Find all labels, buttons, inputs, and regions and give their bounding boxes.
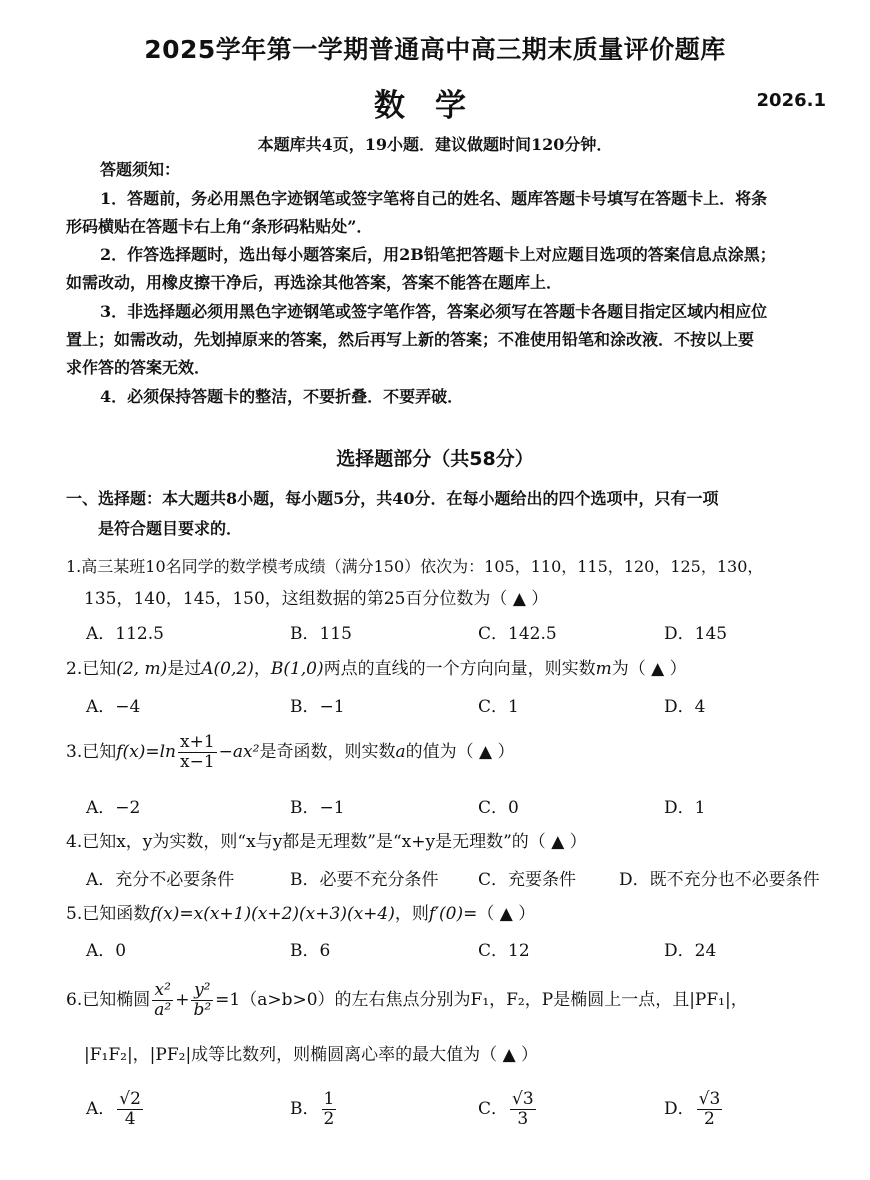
q5-option-d[interactable]: D．24 [664,941,717,961]
q1-option-a[interactable]: A．112.5 [86,624,164,644]
notice-line: 形码横贴在答题卡右上角“条形码粘贴处”． [66,217,373,236]
q6-option-c[interactable]: C． $\frac{√3}{3}$ [478,1089,534,1129]
notice-line: 1．答题前，务必用黑色字迹钢笔或签字笔将自己的姓名、题库答题卡号填写在答题卡上．将条 [100,189,768,208]
q1-option-d[interactable]: D．145 [664,624,728,644]
question-5: 5.已知函数f(x)=x(x+1)(x+2)(x+3)(x+4)，则f′(0)=（ ▲ ） [66,904,536,924]
section-title: 选择题部分（共58分） [336,448,534,470]
q6-fraction-y: $\frac{\text{y²}}{\text{b²}}$ [193,980,212,1020]
q5-option-c[interactable]: C．12 [478,941,530,961]
q6-option-b-fraction: $\frac{1}{2}$ [323,1089,335,1129]
q4-option-d[interactable]: D．既不充分也不必要条件 [619,870,820,890]
question-1: 1.高三某班10名同学的数学模考成绩（满分150）依次为：105，110，115，120，125，130， [66,557,764,576]
q6-option-d-fraction: $\frac{√3}{2}$ [698,1089,721,1129]
question-1-cont: 135，140，145，150，这组数据的第25百分位数为（ ▲ ） [84,589,549,609]
question-4: 4.已知x，y为实数，则“x与y都是无理数”是“x+y是无理数”的（ ▲ ） [66,832,587,852]
q2-option-c[interactable]: C．1 [478,697,519,717]
q3-option-c[interactable]: C．0 [478,798,519,818]
notice-line: 如需改动，用橡皮擦干净后，再选涂其他答案，答案不能答在题库上． [66,273,563,292]
subject-title: 数学 [374,88,496,124]
q3-option-d[interactable]: D．1 [664,798,706,818]
q4-option-c[interactable]: C．充要条件 [478,870,577,890]
q3-option-b[interactable]: B．−1 [290,798,345,818]
q6-option-a-fraction: $\frac{√2}{4}$ [119,1089,141,1129]
q2-option-b[interactable]: B．−1 [290,697,345,717]
notice-line: 3．非选择题必须用黑色字迹钢笔或签字笔作答，答案必须写在答题卡各题目指定区域内相应位 [100,302,768,321]
q4-option-a[interactable]: A．充分不必要条件 [86,870,235,890]
q1-option-b[interactable]: B．115 [290,624,352,644]
q3-option-a[interactable]: A．−2 [86,798,141,818]
notice-line: 2．作答选择题时，选出每小题答案后，用2B铅笔把答题卡上对应题目选项的答案信息点涂黑； [100,245,776,264]
question-6-cont: |F₁F₂|，|PF₂|成等比数列，则椭圆离心率的最大值为（ ▲ ） [84,1045,539,1065]
q2-option-a[interactable]: A．−4 [86,697,141,717]
q4-option-b[interactable]: B．必要不充分条件 [290,870,439,890]
question-2: 2.已知(2, m)是过A(0,2)，B(1,0)两点的直线的一个方向向量，则实数m为（ ▲ ） [66,659,687,679]
q2-option-d[interactable]: D．4 [664,697,706,717]
notice-line: 求作答的答案无效． [66,358,211,377]
q1-option-c[interactable]: C．142.5 [478,624,557,644]
notice-line: 4．必须保持答题卡的整洁，不要折叠．不要弄破． [100,387,464,406]
question-3: 3.已知f(x)=ln $\frac{x+1}{x-1}$ −ax²是奇函数，则实数a的值为（ ▲ ） [66,732,515,772]
exam-date: 2026.1 [756,90,826,111]
q6-option-a[interactable]: A． $\frac{√2}{4}$ [86,1089,141,1129]
notice-heading: 答题须知： [100,160,181,179]
q6-fraction-x: $\frac{\text{x²}}{\text{a²}}$ [154,980,172,1020]
exam-info: 本题库共4页，19小题．建议做题时间120分钟． [257,135,613,154]
q3-fraction: $\frac{x+1}{x-1}$ [180,732,215,772]
question-6: 6.已知椭圆 $\frac{\text{x²}}{\text{a²}}$ + $\frac{\text{y²}}{\text{b²}}$ =1（a>b>0）的左右焦点分别为F₁，F₂，P是椭圆上一点，且|PF₁|， [66,980,748,1020]
notice-line: 置上；如需改动，先划掉原来的答案，然后再写上新的答案；不准使用铅笔和涂改液．不按以上要 [66,330,755,349]
section-intro: 是符合题目要求的． [98,519,243,538]
q5-option-a[interactable]: A．0 [86,941,127,961]
q6-option-c-fraction: $\frac{√3}{3}$ [512,1089,534,1129]
q6-option-b[interactable]: B． $\frac{1}{2}$ [290,1089,335,1129]
q5-option-b[interactable]: B．6 [290,941,331,961]
exam-title: 2025学年第一学期普通高中高三期末质量评价题库 [144,35,726,64]
section-intro: 一、选择题：本大题共8小题，每小题5分，共40分．在每小题给出的四个选项中，只有一项 [66,489,719,508]
q6-option-d[interactable]: D． $\frac{√3}{2}$ [664,1089,721,1129]
